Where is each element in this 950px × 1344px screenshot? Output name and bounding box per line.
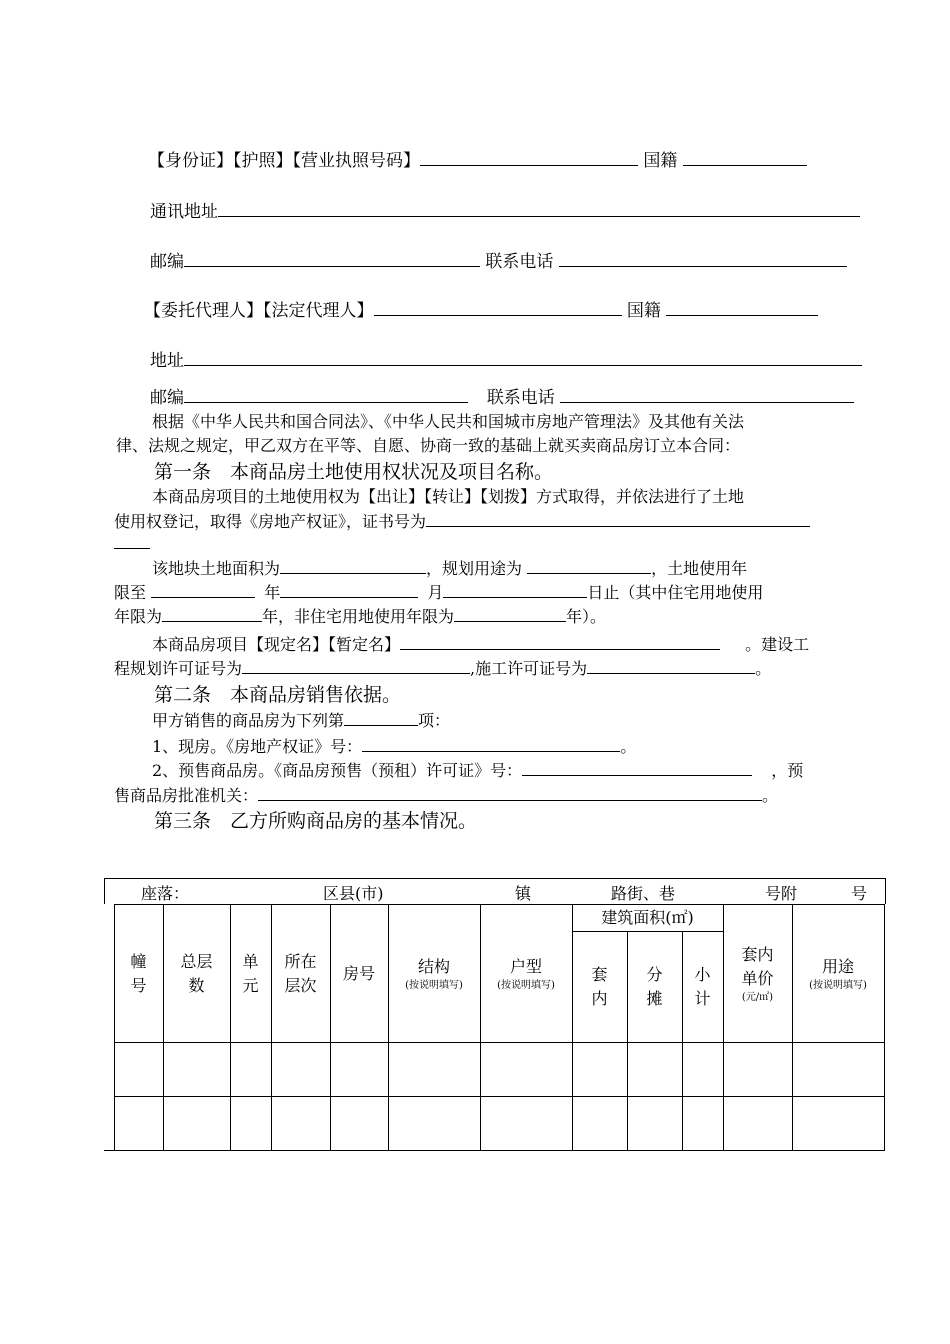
unit-price-header: 套内 单价 (元/㎡) [723, 905, 792, 1043]
certificate-number-field-continued [114, 548, 150, 549]
table-cell[interactable] [572, 1043, 627, 1097]
sale-type-end: 项： [418, 711, 451, 730]
nationality-field[interactable] [683, 149, 807, 166]
certificate-number-field[interactable] [426, 512, 810, 527]
road-label: 路街、巷 [611, 884, 676, 903]
planning-permit-label: 程规划许可证号为 [114, 659, 243, 678]
until-day-field[interactable] [443, 583, 587, 598]
existing-house-cert-field[interactable] [362, 737, 620, 752]
agent-address-field[interactable] [184, 349, 862, 366]
agent-field[interactable] [374, 299, 622, 316]
table-cell[interactable] [480, 1043, 572, 1097]
presale-label: 2、预售商品房。《商品房预售（预租）许可证》号： [152, 761, 523, 780]
table-cell[interactable] [163, 1043, 230, 1097]
table-row [104, 1097, 884, 1151]
agent-nationality-field[interactable] [666, 299, 818, 316]
year-label: 年 [264, 583, 281, 602]
planning-permit-field[interactable] [242, 659, 470, 674]
table-cell[interactable] [627, 1097, 682, 1151]
intro-line-2: 律、法规之规定，甲乙双方在平等、自愿、协商一致的基础上就买卖商品房订立本合同： [116, 436, 741, 455]
approval-authority-label: 售商品房批准机关： [114, 786, 259, 805]
layout-header: 户型 (按说明填写) [480, 905, 572, 1043]
residential-years-field[interactable] [162, 607, 262, 622]
until-month-field[interactable] [280, 583, 418, 598]
existing-house-label: 1、现房。《房地产权证》号： [152, 737, 363, 756]
floor-level-header: 所在 层次 [271, 905, 330, 1043]
table-cell[interactable] [163, 1097, 230, 1151]
shared-area-header: 分 摊 [627, 932, 682, 1043]
building-header: 幢 号 [114, 905, 163, 1043]
number-attached-label: 号附 [765, 884, 798, 903]
agent-postcode-label: 邮编 [150, 388, 184, 408]
until-year-field[interactable] [151, 583, 255, 598]
table-cell[interactable] [723, 1097, 792, 1151]
planned-use-field[interactable] [527, 559, 651, 574]
inner-area-header: 套 内 [572, 932, 627, 1043]
agent-phone-field[interactable] [560, 386, 854, 403]
id-number-field[interactable] [420, 149, 638, 166]
sale-type-field[interactable] [344, 711, 418, 726]
postcode-field[interactable] [184, 250, 480, 267]
sale-type-label: 甲方销售的商品房为下列第 [152, 711, 345, 730]
table-row [104, 1043, 884, 1097]
years-end-label: 年）。 [566, 607, 607, 626]
project-name-field[interactable] [400, 635, 720, 650]
presale-permit-field[interactable] [522, 761, 752, 776]
until-label: 限至 [114, 583, 147, 602]
agent-nationality-label: 国籍 [626, 301, 661, 321]
presale-continued: ，预 [771, 761, 804, 780]
article-1-p1-line1: 本商品房项目的土地使用权为【出让】【转让】【划拨】方式取得，并依法进行了土地 [152, 487, 745, 506]
id-type-label: 【身份证】【护照】【营业执照号码】 [148, 151, 420, 171]
unit-header: 单 元 [230, 905, 271, 1043]
non-residential-years-field[interactable] [454, 607, 566, 622]
phone-label: 联系电话 [485, 252, 554, 272]
table-cell[interactable] [723, 1043, 792, 1097]
house-info-table [104, 904, 885, 1151]
land-area-label: 该地块土地面积为 [152, 559, 281, 578]
land-area-field[interactable] [280, 559, 426, 574]
address-label: 通讯地址 [150, 202, 218, 222]
land-use-years-label: ，土地使用年 [651, 559, 748, 578]
agent-address-label: 地址 [150, 351, 184, 371]
approval-authority-field[interactable] [258, 786, 762, 801]
existing-house-end: 。 [620, 737, 637, 756]
table-cell[interactable] [114, 1043, 163, 1097]
table-cell[interactable] [271, 1043, 330, 1097]
number-label: 号 [851, 884, 868, 903]
town-label: 镇 [515, 884, 532, 903]
residential-years-label: 年限为 [114, 607, 163, 626]
table-cell[interactable] [230, 1097, 271, 1151]
table-cell[interactable] [572, 1097, 627, 1151]
approval-authority-end: 。 [762, 786, 779, 805]
location-label: 座落： [141, 884, 190, 903]
article-1-p1-line2: 使用权登记，取得《房地产权证》，证书号为 [114, 512, 427, 531]
construction-permit-field[interactable] [587, 659, 755, 674]
table-cell[interactable] [388, 1097, 480, 1151]
table-cell[interactable] [627, 1043, 682, 1097]
table-left-margin [104, 905, 114, 1043]
article-1-title: 第一条 本商品房土地使用权状况及项目名称。 [154, 461, 554, 483]
building-area-header: 建筑面积(㎡) [572, 905, 723, 932]
non-residential-years-label: 年，非住宅用地使用年限为 [262, 607, 455, 626]
table-cell[interactable] [230, 1043, 271, 1097]
article-1-end: 。 [755, 659, 772, 678]
table-cell[interactable] [682, 1097, 723, 1151]
table-cell[interactable] [792, 1043, 884, 1097]
article-3-title: 第三条 乙方所购商品房的基本情况。 [154, 810, 478, 832]
table-cell[interactable] [330, 1043, 388, 1097]
agent-phone-label: 联系电话 [486, 388, 555, 408]
agent-label: 【委托代理人】【法定代理人】 [144, 301, 374, 321]
project-name-label: 本商品房项目【现定名】【暂定名】 [152, 635, 401, 654]
month-label: 月 [427, 583, 444, 602]
agent-postcode-field[interactable] [184, 386, 468, 403]
location-row [104, 878, 886, 904]
usage-header: 用途 (按说明填写) [792, 905, 884, 1043]
intro-line-1: 根据《中华人民共和国合同法》、《中华人民共和国城市房地产管理法》及其他有关法 [152, 412, 745, 431]
construction-permit-label: ,施工许可证号为 [470, 659, 588, 678]
district-label: 区县(市) [323, 884, 384, 903]
table-cell[interactable] [792, 1097, 884, 1151]
nationality-label: 国籍 [643, 151, 678, 171]
article-2-title: 第二条 本商品房销售依据。 [154, 684, 402, 706]
total-floors-header: 总层 数 [163, 905, 230, 1043]
phone-field[interactable] [559, 250, 847, 267]
table-cell[interactable] [330, 1097, 388, 1151]
subtotal-area-header: 小 计 [682, 932, 723, 1043]
address-field[interactable] [218, 200, 860, 217]
table-cell[interactable] [388, 1043, 480, 1097]
structure-header: 结构 (按说明填写) [388, 905, 480, 1043]
table-cell[interactable] [114, 1097, 163, 1151]
table-cell[interactable] [271, 1097, 330, 1151]
planned-use-label: ，规划用途为 [426, 559, 523, 578]
postcode-label: 邮编 [150, 252, 184, 272]
table-cell[interactable] [480, 1097, 572, 1151]
day-label: 日止（其中住宅用地使用 [587, 583, 764, 602]
room-number-header: 房号 [330, 905, 388, 1043]
construction-label: 。建设工 [745, 635, 810, 654]
table-cell[interactable] [682, 1043, 723, 1097]
